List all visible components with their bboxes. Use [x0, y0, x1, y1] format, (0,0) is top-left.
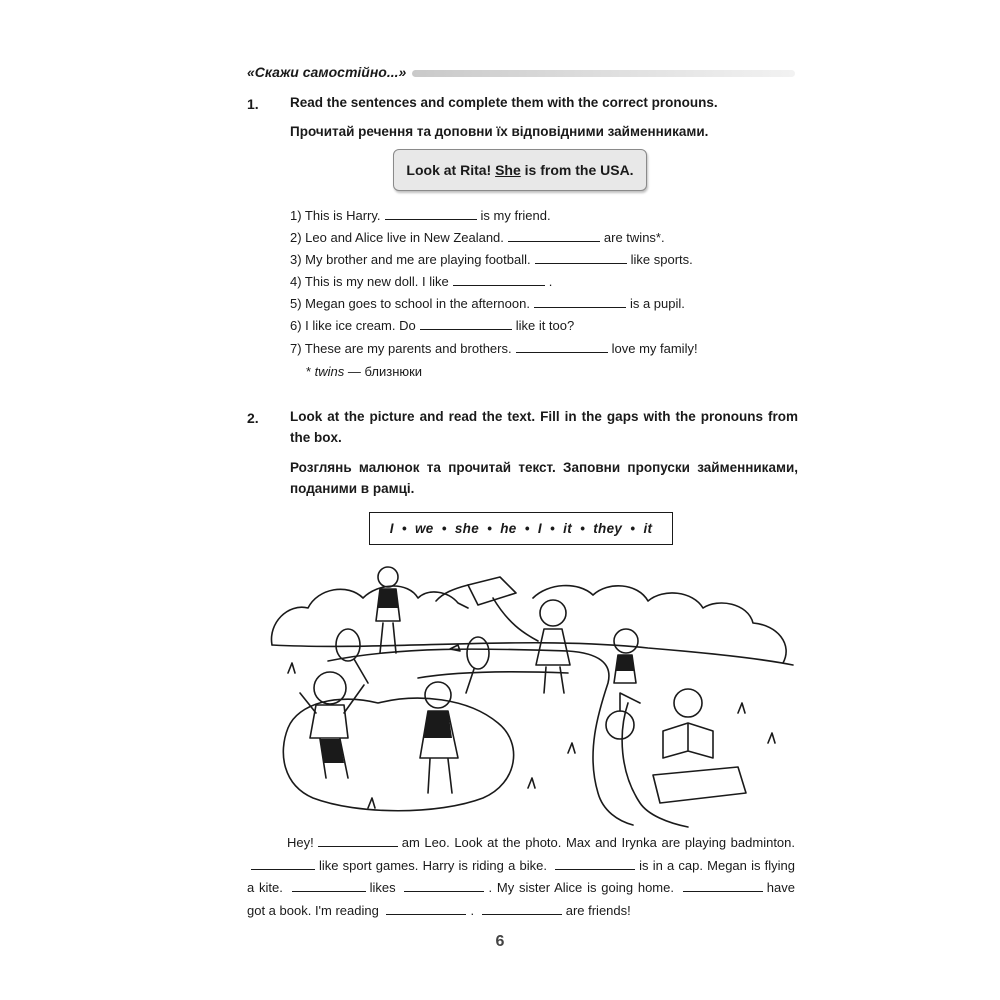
word-box-item: I: [537, 521, 542, 536]
character-arms: [300, 685, 364, 713]
page-number: 6: [495, 933, 505, 950]
footnote-term: twins: [314, 364, 345, 379]
racket: [467, 637, 489, 669]
bullet-separator: •: [479, 521, 501, 536]
grass-tufts: [288, 663, 775, 808]
text-segment: . My sister Alice is going home.: [488, 880, 674, 895]
sentence-text: like it too?: [515, 318, 575, 333]
sentence-5: [290, 293, 685, 315]
sentence-text: like sports.: [630, 252, 693, 267]
footnote: [306, 364, 422, 379]
word-box-item: it: [563, 521, 572, 536]
sentence-text: 7) These are my parents and brothers.: [290, 341, 512, 356]
exercise-2-number: 2.: [247, 410, 259, 426]
text-segment: Hey!: [287, 835, 314, 850]
sentence-text: 1) This is Harry.: [290, 208, 381, 223]
answer-blank[interactable]: [404, 880, 484, 892]
example-answer: She: [495, 162, 521, 178]
character-head: [378, 567, 398, 587]
meadow-outline: [283, 698, 513, 811]
answer-blank[interactable]: [516, 341, 608, 353]
racket-handle: [354, 659, 368, 683]
answer-blank[interactable]: [251, 858, 315, 870]
sentence-text: 2) Leo and Alice live in New Zealand.: [290, 230, 504, 245]
text-segment: is in a cap. Megan is flying a kite.: [247, 857, 795, 895]
answer-blank[interactable]: [318, 835, 398, 847]
sentence-3: [290, 249, 693, 271]
sentence-4: [290, 271, 552, 293]
answer-blank[interactable]: [386, 903, 466, 915]
sentence-1: [290, 205, 551, 227]
racket: [336, 629, 360, 661]
example-after: is from the USA.: [520, 162, 634, 178]
bike-frame: [620, 693, 640, 711]
example-box: [393, 149, 647, 191]
text-segment: have got a book. I'm reading: [247, 880, 795, 918]
answer-blank[interactable]: [555, 858, 635, 870]
bullet-separator: •: [393, 521, 415, 536]
word-box-item: she: [454, 521, 480, 536]
sentence-text: are twins*.: [603, 230, 665, 245]
path-outline: [622, 703, 688, 827]
gap-fill-text: [247, 832, 795, 922]
text-segment: like sport games. Harry is riding a bike.: [319, 857, 547, 873]
answer-blank[interactable]: [683, 880, 763, 892]
answer-blank[interactable]: [420, 318, 512, 330]
text-segment: likes: [369, 880, 396, 895]
answer-blank[interactable]: [534, 296, 626, 308]
character-head: [314, 672, 346, 704]
bullet-separator: •: [572, 521, 594, 536]
answer-blank[interactable]: [508, 230, 600, 242]
park-illustration: [268, 553, 798, 831]
blanket-outline: [653, 767, 746, 803]
book-outline: [663, 723, 713, 758]
character-head: [674, 689, 702, 717]
header-decorative-bar: [412, 70, 795, 77]
horizon-line: [272, 643, 793, 665]
answer-blank[interactable]: [482, 903, 562, 915]
sentence-text: 3) My brother and me are playing football.: [290, 252, 531, 267]
character-body: [536, 629, 570, 693]
bushes-outline: [271, 586, 786, 663]
character-shirt-dark: [378, 589, 398, 608]
sentence-7: [290, 338, 698, 360]
shuttlecock: [450, 645, 460, 651]
kite-outline: [468, 577, 516, 605]
bullet-separator: •: [541, 521, 564, 536]
character-head: [614, 629, 638, 653]
sentence-2: [290, 227, 665, 249]
bike-wheel: [606, 711, 634, 739]
kite-string: [493, 598, 538, 641]
sentence-text: is a pupil.: [629, 296, 685, 311]
sentence-text: is my friend.: [480, 208, 551, 223]
exercise-1-instruction-uk: Прочитай речення та доповни їх відповідними займенниками.: [290, 124, 709, 139]
sentence-text: 6) I like ice cream. Do: [290, 318, 416, 333]
answer-blank[interactable]: [385, 208, 477, 220]
footnote-asterisk: *: [306, 364, 315, 379]
character-pants-dark: [320, 739, 344, 763]
character-head: [425, 682, 451, 708]
character-shirt-dark: [616, 655, 634, 671]
answer-blank[interactable]: [535, 252, 627, 264]
example-before: Look at Rita!: [406, 162, 496, 178]
answer-blank[interactable]: [292, 880, 366, 892]
sentence-text: 5) Megan goes to school in the afternoon.: [290, 296, 530, 311]
text-segment: are friends!: [565, 902, 631, 918]
word-box-item: they: [593, 521, 623, 536]
word-box-item: I: [389, 521, 394, 536]
sentence-text: .: [548, 274, 553, 289]
answer-blank[interactable]: [453, 274, 545, 286]
section-title: «Скажи самостійно...»: [247, 64, 407, 80]
sentence-6: [290, 315, 574, 337]
bullet-separator: •: [516, 521, 538, 536]
exercise-1-instruction-en: Read the sentences and complete them with the correct pronouns.: [290, 95, 718, 110]
text-segment: .: [470, 902, 475, 918]
exercise-1-number: 1.: [247, 96, 259, 112]
text-segment: am Leo. Look at the photo. Max and Irynka are playing badminton.: [401, 835, 795, 850]
bullet-separator: •: [622, 521, 644, 536]
footnote-translation: — близнюки: [344, 364, 423, 379]
character-head: [540, 600, 566, 626]
sentence-text: love my family!: [611, 341, 698, 356]
pronoun-word-box: [369, 512, 673, 545]
character-shirt-dark: [424, 711, 452, 738]
word-box-item: he: [500, 521, 517, 536]
exercise-2-instruction-en: Look at the picture and read the text. Fill in the gaps with the pronouns from the box.: [290, 409, 798, 445]
exercise-2-instruction-uk: Розглянь малюнок та прочитай текст. Заповни пропуски займенниками, поданими в рамці.: [290, 460, 798, 496]
word-box-item: it: [643, 521, 653, 536]
word-box-item: we: [415, 521, 434, 536]
sentence-text: 4) This is my new doll. I like: [290, 274, 449, 289]
bullet-separator: •: [433, 521, 455, 536]
